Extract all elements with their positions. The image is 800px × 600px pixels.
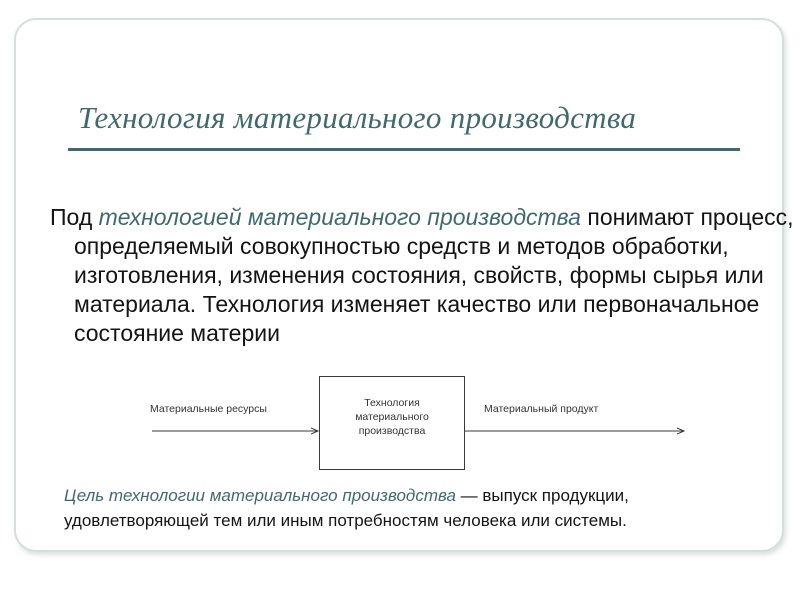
title-underline: [68, 148, 740, 151]
goal-rest: — выпуск продукции, удовлетворяющей тем или иным потребностям человека или системы.: [64, 486, 629, 530]
output-label: Материальный продукт: [484, 403, 599, 415]
definition-lead: Под: [50, 204, 99, 230]
input-label: Материальные ресурсы: [150, 403, 267, 415]
definition-paragraph: [50, 203, 800, 348]
process-line: производства: [358, 425, 426, 437]
goal-term: Цель технологии материального производства: [64, 486, 456, 505]
goal-paragraph: [64, 483, 764, 533]
process-line: Технология: [364, 397, 420, 409]
process-line: материального: [355, 411, 429, 423]
definition-term: технологией материального производства: [98, 204, 581, 230]
process-box-text: [320, 396, 464, 438]
definition-rest: понимают процесс, определяемый совокупностью средств и методов обработки, изготовления, изменения состояния, свойств, формы сырья или материала. Технология изменяет качество или первоначальное состояние материи: [74, 204, 794, 346]
slide-title: Технология материального производства: [78, 100, 637, 135]
process-box: [319, 376, 465, 470]
